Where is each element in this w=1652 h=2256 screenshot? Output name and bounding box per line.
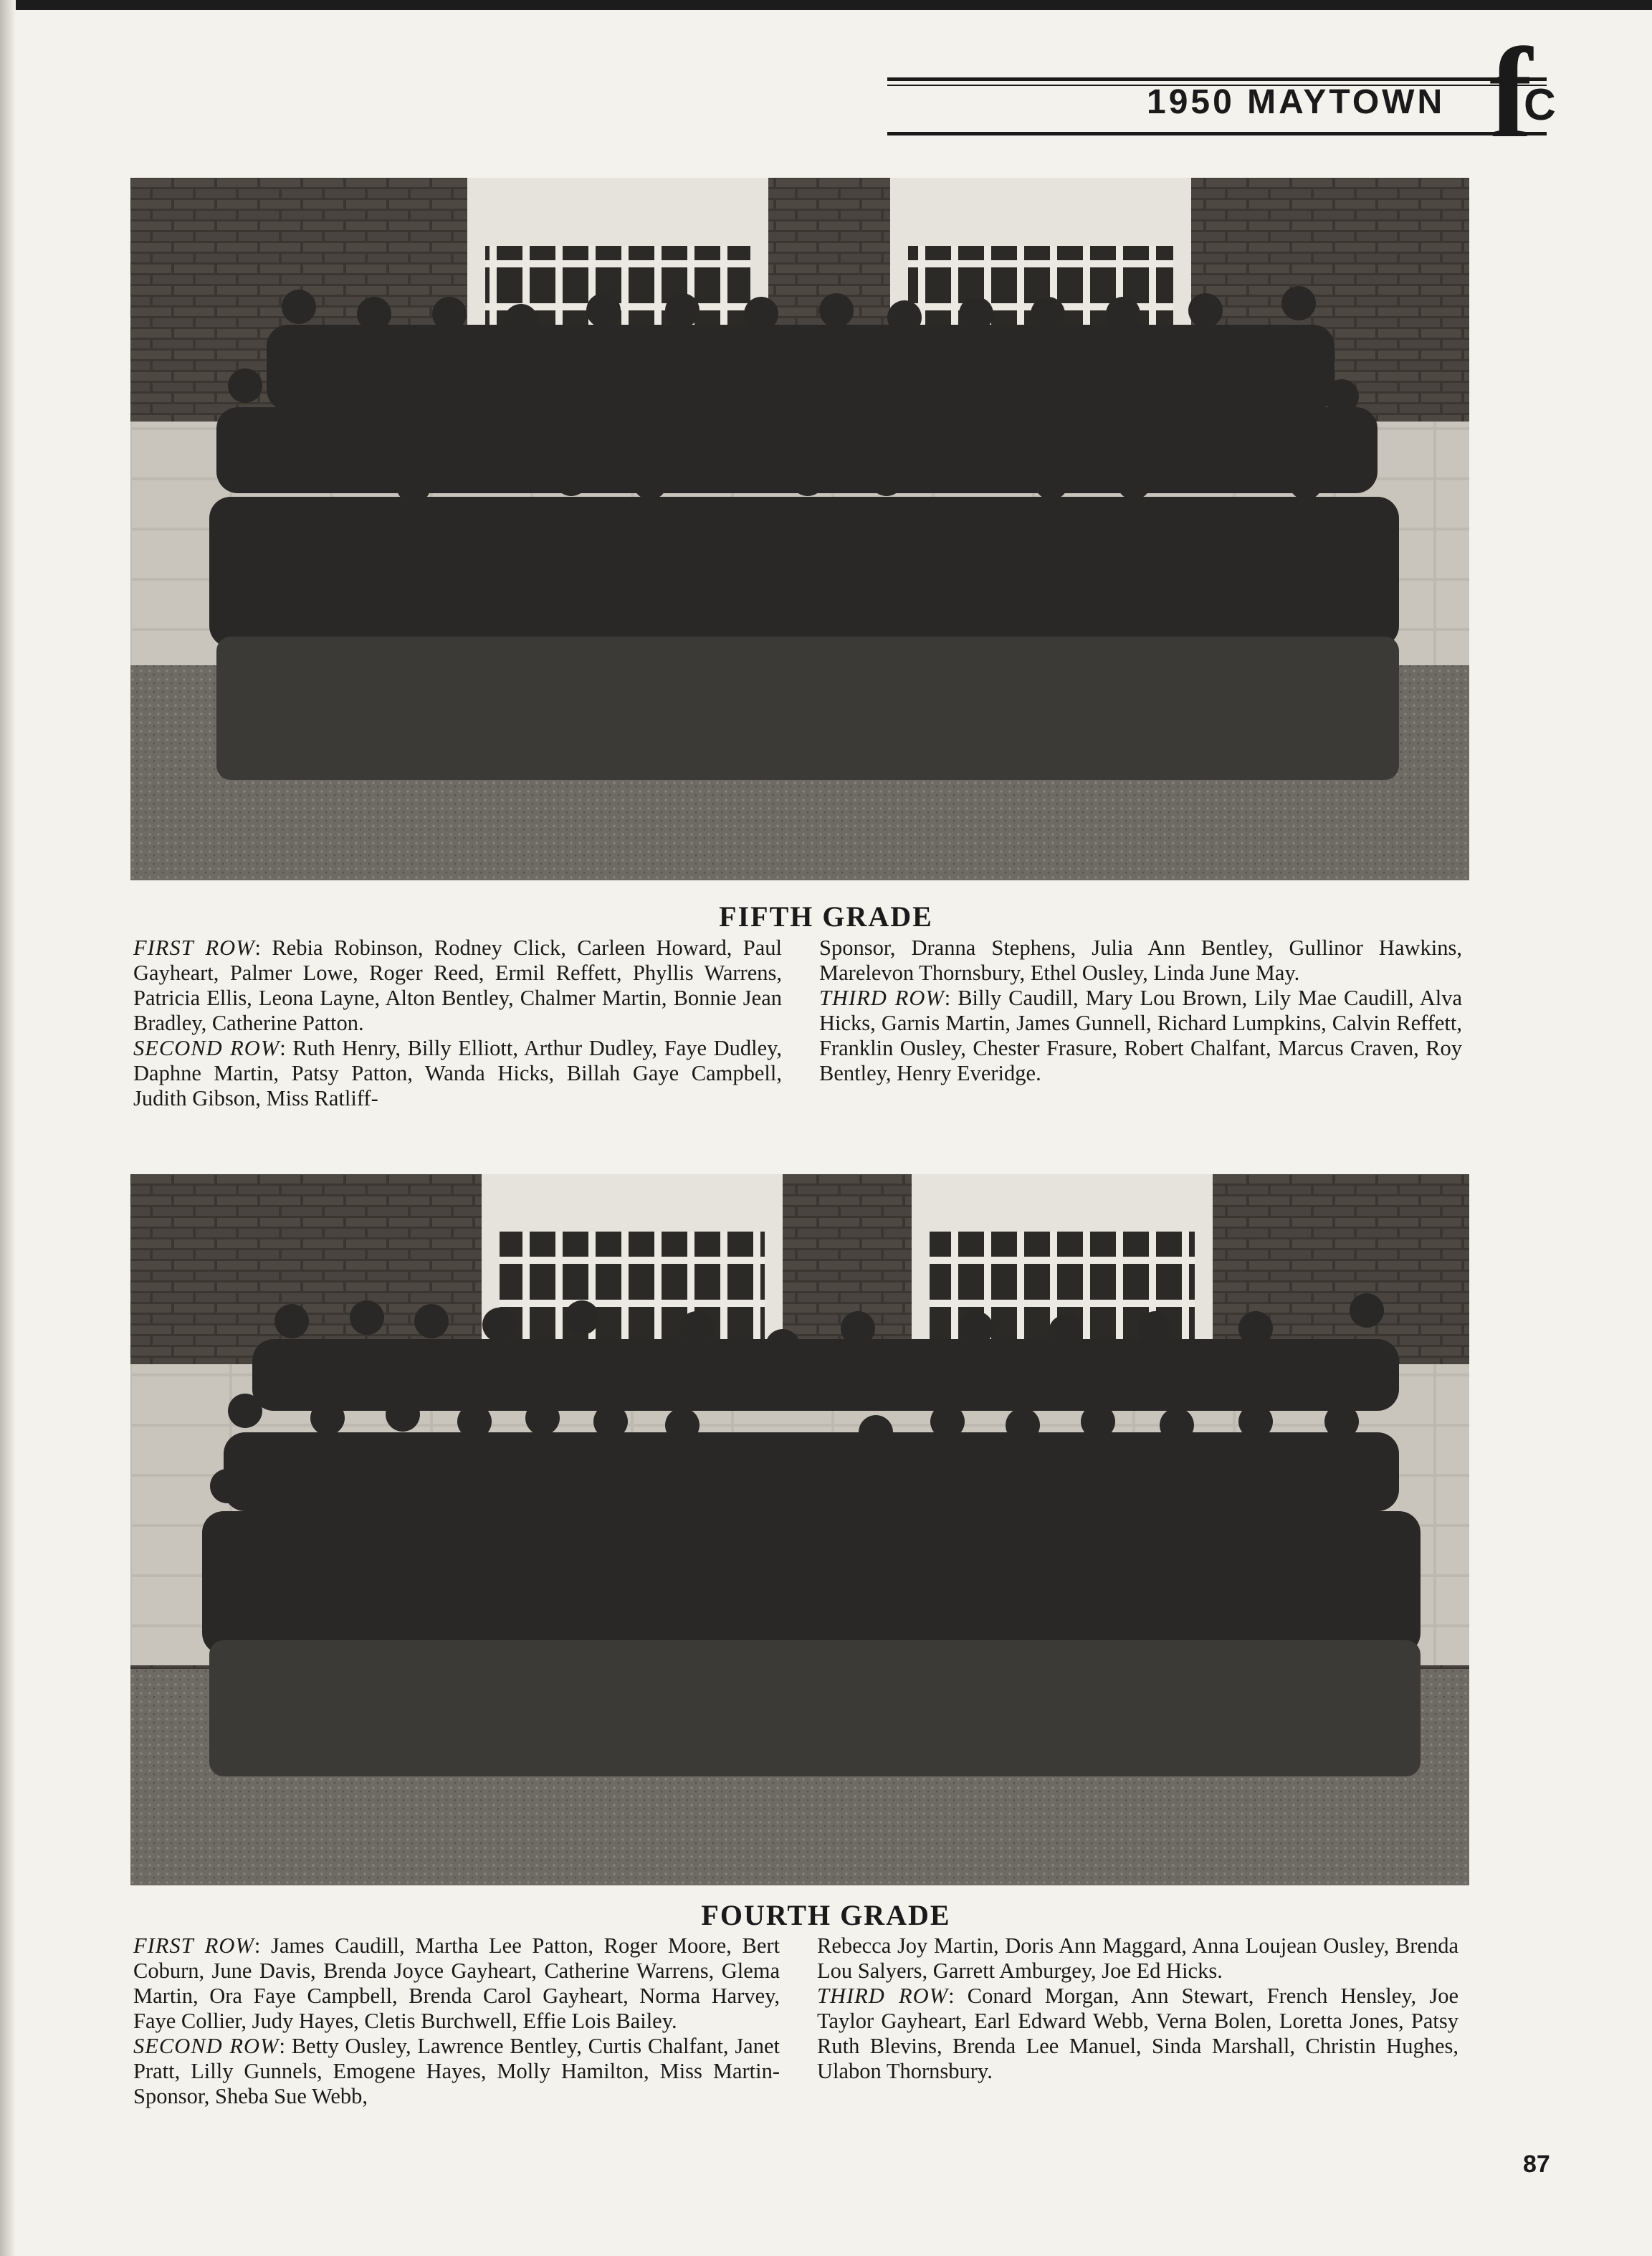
logo-letter-f: f	[1489, 22, 1532, 164]
fourth-first-row-names: James Caudill, Martha Lee Patton, Roger Moore, Bert Coburn, June Davis, Brenda Joyce Gayheart, Catherine Warrens, Glema Martin, Ora Faye Campbell, Brenda Carol Gayheart, Norma Harvey, Faye Collier, Judy Hayes, Cletis Burchwell, Effie Lois Bailey.	[133, 1933, 780, 2033]
fifth-grade-heading: FIFTH GRADE	[719, 900, 933, 933]
logo-letter-c: C	[1524, 80, 1556, 130]
fourth-grade-caption-left	[133, 1933, 780, 2109]
fifth-grade-class-photo	[130, 178, 1469, 880]
fourth-grade-photo-illustration	[130, 1174, 1469, 1885]
fourth-third-row-names: Conard Morgan, Ann Stewart, French Hensley, Joe Taylor Gayheart, Earl Edward Webb, Verna Bolen, Loretta Jones, Patsy Ruth Blevins, Brenda Lee Manuel, Sinda Marshall, Christin Hughes, Ulabon Thornsbury.	[817, 1984, 1458, 2083]
fourth-second-row-continued: Rebecca Joy Martin, Doris Ann Maggard, Anna Loujean Ousley, Brenda Lou Salyers, Garrett Amburgey, Joe Ed Hicks.	[817, 1933, 1458, 1983]
fourth-third-row-text: THIRD ROW: Conard Morgan, Ann Stewart, French Hensley, Joe Taylor Gayheart, Earl Edward Webb, Verna Bolen, Loretta Jones, Patsy Ruth Blevins, Brenda Lee Manuel, Sinda Marshall, Christin Hughes, Ulabon Thornsbury.	[817, 1984, 1458, 2083]
fourth-first-row-text: FIRST ROW: James Caudill, Martha Lee Patton, Roger Moore, Bert Coburn, June Davis, Brenda Joyce Gayheart, Catherine Warrens, Glema Martin, Ora Faye Campbell, Brenda Carol Gayheart, Norma Harvey, Faye Collier, Judy Hayes, Cletis Burchwell, Effie Lois Bailey.	[133, 1933, 780, 2033]
fourth-grade-caption-right	[817, 1933, 1458, 2084]
fifth-third-row-names: Billy Caudill, Mary Lou Brown, Lily Mae Caudill, Alva Hicks, Garnis Martin, James Gunnell, Richard Lumpkins, Calvin Reffett, Franklin Ousley, Chester Frasure, Robert Chalfant, Marcus Craven, Roy Bentley, Henry Everidge.	[819, 986, 1462, 1085]
header-rule-bottom	[887, 132, 1547, 135]
row-label: FIRST ROW	[133, 936, 255, 960]
row-label: THIRD ROW	[817, 1984, 949, 2008]
page-number: 87	[1523, 2151, 1550, 2178]
fifth-first-row-text: FIRST ROW: Rebia Robinson, Rodney Click, Carleen Howard, Paul Gayheart, Palmer Lowe, Roger Reed, Ermil Reffett, Phyllis Warrens, Patricia Ellis, Leona Layne, Alton Bentley, Chalmer Martin, Bonnie Jean Bradley, Catherine Patton.	[133, 936, 782, 1035]
fifth-first-row-names: Rebia Robinson, Rodney Click, Carleen Howard, Paul Gayheart, Palmer Lowe, Roger Reed, Ermil Reffett, Phyllis Warrens, Patricia Ellis, Leona Layne, Alton Bentley, Chalmer Martin, Bonnie Jean Bradley, Catherine Patton.	[133, 936, 782, 1035]
header-rule-top	[887, 77, 1547, 81]
fourth-second-row-text: SECOND ROW: Betty Ousley, Lawrence Bentley, Curtis Chalfant, Janet Pratt, Lilly Gunnels, Emogene Hayes, Molly Hamilton, Miss Martin-Sponsor, Sheba Sue Webb,	[133, 2034, 780, 2108]
fifth-grade-caption-left	[133, 936, 782, 1111]
fifth-grade-photo-illustration	[130, 178, 1469, 880]
fifth-second-row-text: SECOND ROW: Ruth Henry, Billy Elliott, Arthur Dudley, Faye Dudley, Daphne Martin, Patsy Patton, Wanda Hicks, Billah Gaye Campbell, Judith Gibson, Miss Ratliff-	[133, 1036, 782, 1110]
fifth-third-row-text: THIRD ROW: Billy Caudill, Mary Lou Brown, Lily Mae Caudill, Alva Hicks, Garnis Martin, James Gunnell, Richard Lumpkins, Calvin Reffett, Franklin Ousley, Chester Frasure, Robert Chalfant, Marcus Craven, Roy Bentley, Henry Everidge.	[819, 986, 1462, 1085]
fourth-grade-heading: FOURTH GRADE	[701, 1899, 951, 1931]
yearbook-title: 1950 MAYTOWN	[1147, 83, 1446, 121]
fifth-grade-caption-right	[819, 936, 1462, 1086]
row-label: THIRD ROW	[819, 986, 945, 1010]
row-label: SECOND ROW	[133, 2034, 280, 2058]
fifth-second-row-continued: Sponsor, Dranna Stephens, Julia Ann Bentley, Gullinor Hawkins, Marelevon Thornsbury, Ethel Ousley, Linda June May.	[819, 936, 1462, 985]
row-label: FIRST ROW	[133, 1933, 254, 1958]
fc-logo	[1489, 22, 1575, 164]
fourth-grade-class-photo	[130, 1174, 1469, 1885]
row-label: SECOND ROW	[133, 1036, 280, 1060]
fourth-second-row-names: Betty Ousley, Lawrence Bentley, Curtis Chalfant, Janet Pratt, Lilly Gunnels, Emogene Hayes, Molly Hamilton, Miss Martin-Sponsor, Sheba Sue Webb,	[133, 2034, 780, 2108]
fifth-second-row-names: Ruth Henry, Billy Elliott, Arthur Dudley, Faye Dudley, Daphne Martin, Patsy Patton, Wanda Hicks, Billah Gaye Campbell, Judith Gibson, Miss Ratliff-	[133, 1036, 782, 1110]
scan-top-edge	[0, 0, 1652, 10]
